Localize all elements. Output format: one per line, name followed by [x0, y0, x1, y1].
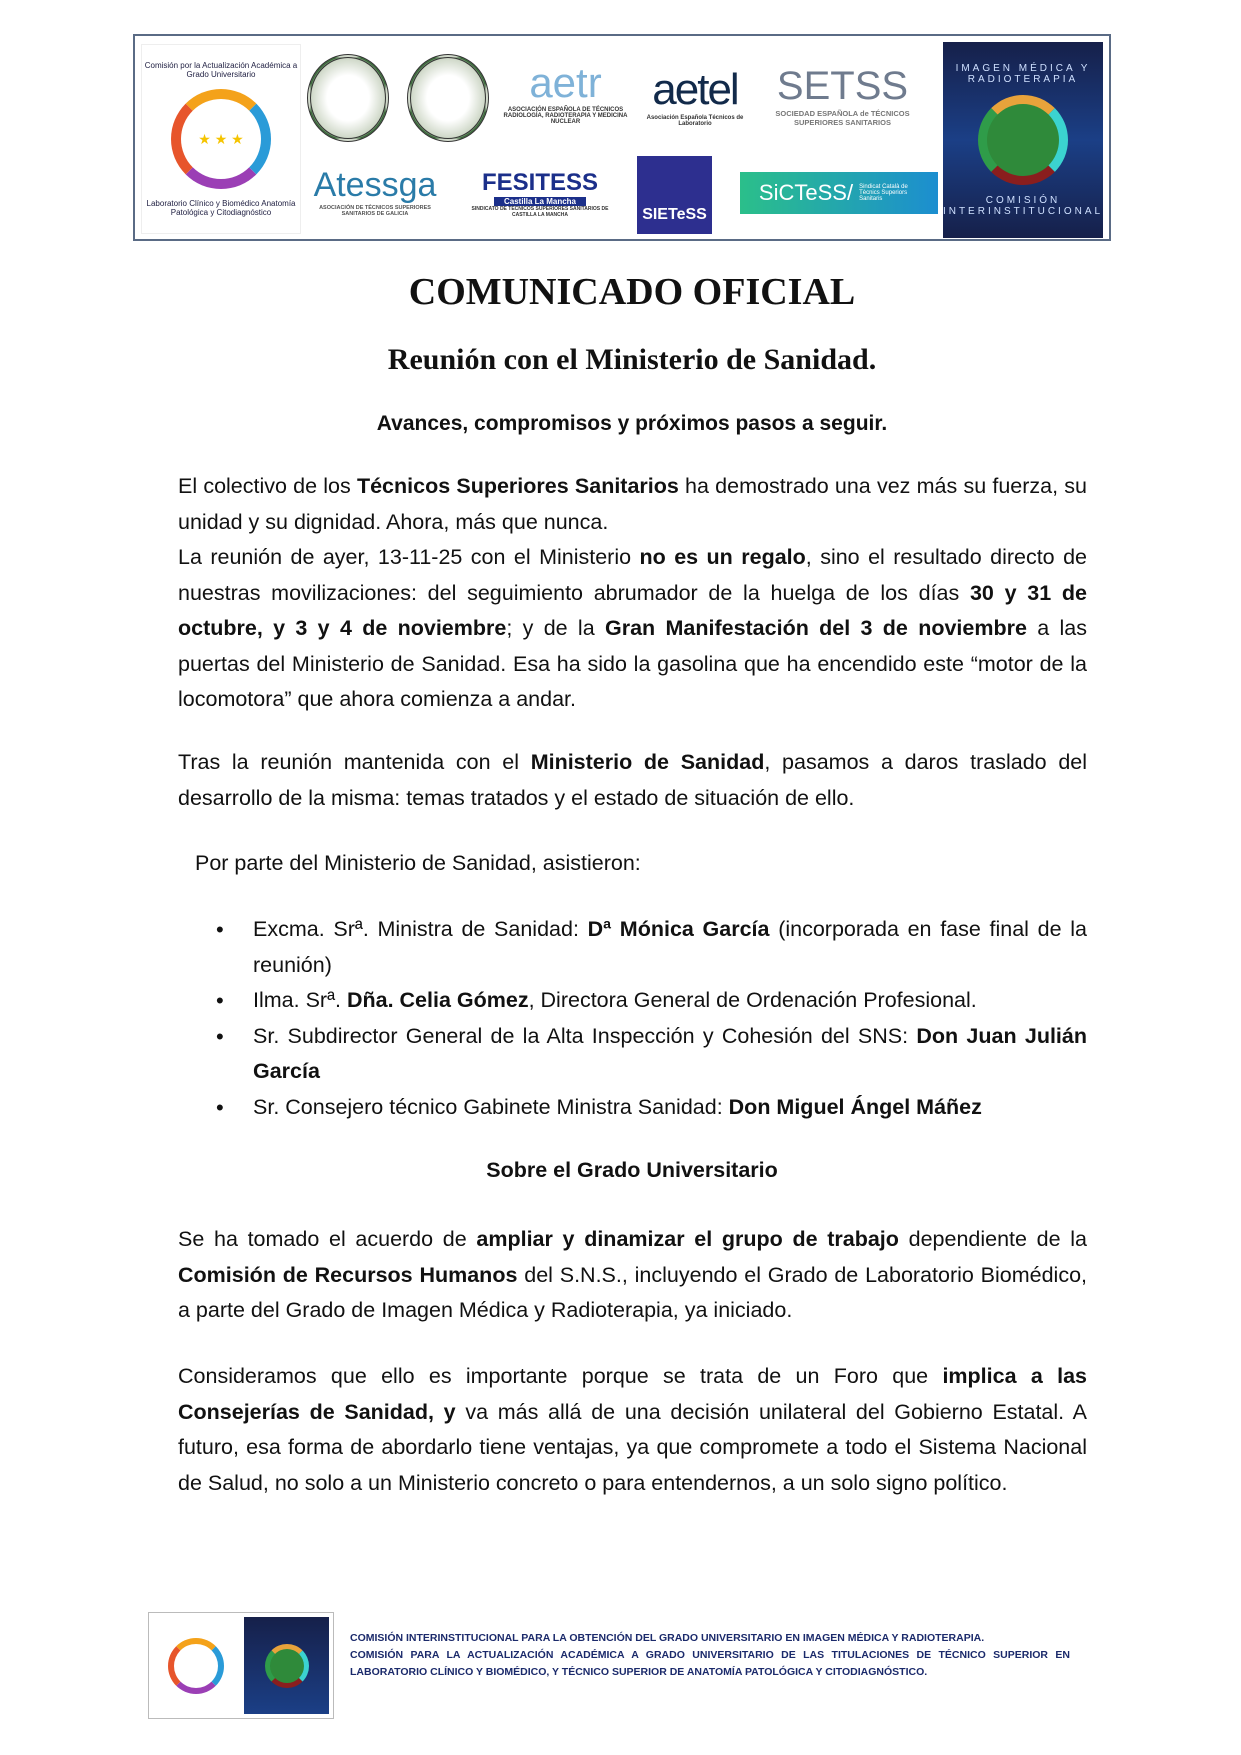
footer-line: COMISIÓN PARA LA ACTUALIZACIÓN ACADÉMICA A GRADO UNIVERSITARIO DE LAS TITULACIONES DE TÉCNICO SUPERIOR EN LABORATORIO CLÍNICO Y BIOMÉDICO, Y TÉCNICO SUPERIOR DE ANATOMÍA PATOLÓGICA Y CITODIAGNÓSTICO.	[350, 1649, 1070, 1678]
footer-text	[350, 1630, 1070, 1681]
logo-text: Laboratorio Clínico y Biomédico Anatomía Patológica y Citodiagnóstico	[146, 199, 296, 217]
aetr-logo	[503, 52, 628, 132]
atessga-logo	[305, 161, 445, 221]
footer-logos	[148, 1612, 334, 1719]
attendees-intro: Por parte del Ministerio de Sanidad, asistieron:	[195, 851, 641, 875]
logo-text: ASOCIACIÓN DE TÉCNICOS SUPERIORES SANITARIOS DE GALICIA	[319, 204, 431, 217]
logo-text: FESITESS	[481, 168, 599, 196]
comision-laboratorio-logo-small	[153, 1617, 238, 1714]
paragraph-meeting: Tras la reunión mantenida con el Ministerio de Sanidad, pasamos a daros traslado del desarrollo de la misma: temas tratados y el estado de situación de ello.	[178, 750, 1088, 810]
logo-text: COMISIÓN INTERINSTITUCIONAL	[942, 195, 1104, 217]
logo-text: SETSS	[776, 63, 909, 108]
logo-text: Castilla La Mancha	[494, 197, 586, 206]
logo-text: ASOCIACIÓN ESPAÑOLA DE TÉCNICOS RADIOLOGÍA, RADIOTERAPIA Y MEDICINA NUCLEAR	[503, 107, 628, 125]
logo-text: SINDICATO DE TÉCNICOS SUPERIORES SANITARIOS DE CASTILLA LA MANCHA	[471, 205, 609, 218]
logo-text: SIETeSS	[642, 206, 707, 223]
aetel-logo	[635, 58, 755, 134]
logo-text: Atessga	[313, 165, 437, 204]
logo-text: Sindicat Català de Tècnics Superiors Sanitaris	[859, 184, 908, 202]
list-item: • Excma. Srª. Ministra de Sanidad: Dª Mónica García (incorporada en fase final de la reunión)	[178, 912, 1087, 983]
logo-text: SiCTeSS/	[758, 180, 854, 205]
logo-text: Asociación Española Técnicos de Laboratorio	[646, 115, 744, 127]
imagen-medica-logo-small	[244, 1617, 329, 1714]
logo-text: aetr	[529, 59, 602, 106]
list-item: • Ilma. Srª. Dña. Celia Gómez, Directora General de Ordenación Profesional.	[178, 983, 1087, 1019]
logo-text: aetel	[652, 65, 738, 114]
section-heading: Sobre el Grado Universitario	[486, 1158, 778, 1182]
tagline: Avances, compromisos y próximos pasos a seguir.	[376, 412, 888, 435]
asociacion-seal-logo	[403, 50, 493, 146]
sictess-logo	[740, 172, 938, 214]
fesitess-logo	[460, 164, 620, 222]
attendees-list	[178, 912, 1087, 1125]
header-logo-banner	[133, 34, 1111, 241]
logo-text: SOCIEDAD ESPAÑOLA de TÉCNICOS SUPERIORES SANITARIOS	[775, 108, 910, 127]
comision-laboratorio-logo	[141, 44, 301, 234]
radiation-figure-icon	[978, 95, 1068, 185]
paragraph-grado: Se ha tomado el acuerdo de ampliar y dinamizar el grupo de trabajo dependiente de la Comisión de Recursos Humanos del S.N.S., incluyendo el Grado de Laboratorio Biomédico, a parte del Grado de Imagen Médica y Radioterapia, ya iniciado.	[178, 1227, 1088, 1322]
sietess-logo	[637, 156, 712, 234]
paragraph-foro: Consideramos que ello es importante porque se trata de un Foro que implica a las Consejerías de Sanidad, y va más allá de una decisión unilateral del Gobierno Estatal. A futuro, esa forma de abordarlo tiene ventajas, ya que compromete a todo el Sistema Nacional de Salud, no solo a un Ministerio concreto o para entendernos, a un solo signo político.	[178, 1364, 1087, 1495]
imagen-medica-logo	[943, 42, 1103, 238]
page-subtitle: Reunión con el Ministerio de Sanidad.	[387, 343, 877, 376]
list-item: • Sr. Subdirector General de la Alta Inspección y Cohesión del SNS: Don Juan Julián García	[178, 1019, 1087, 1090]
logo-text: IMAGEN MÉDICA Y RADIOTERAPIA	[955, 63, 1091, 85]
paragraph-intro: El colectivo de los Técnicos Superiores Sanitarios ha demostrado una vez más su fuerza, su unidad y su dignidad. Ahora, más que nunca. La reunión de ayer, 13-11-25 con el Ministerio no es un regalo, sino el resultado directo de nuestras movilizaciones: del seguimiento abrumador de la huelga de los días 30 y 31 de octubre, y 3 y 4 de noviembre; y de la Gran Manifestación del 3 de noviembre a las puertas del Ministerio de Sanidad. Esa ha sido la gasolina que ha encendido este “motor de la locomotora” que ahora comienza a andar.	[178, 474, 1088, 711]
colegio-seal-logo	[303, 50, 393, 146]
footer-line: COMISIÓN INTERINSTITUCIONAL PARA LA OBTENCIÓN DEL GRADO UNIVERSITARIO EN IMAGEN MÉDICA Y RADIOTERAPIA.	[350, 1632, 985, 1644]
microscope-ring-icon: ★ ★ ★	[171, 89, 271, 189]
page-title: COMUNICADO OFICIAL	[408, 271, 856, 313]
list-item: • Sr. Consejero técnico Gabinete Ministra Sanidad: Don Miguel Ángel Máñez	[178, 1090, 1087, 1126]
setss-logo	[760, 60, 925, 130]
logo-text: Comisión por la Actualización Académica a Grado Universitario	[144, 61, 298, 79]
